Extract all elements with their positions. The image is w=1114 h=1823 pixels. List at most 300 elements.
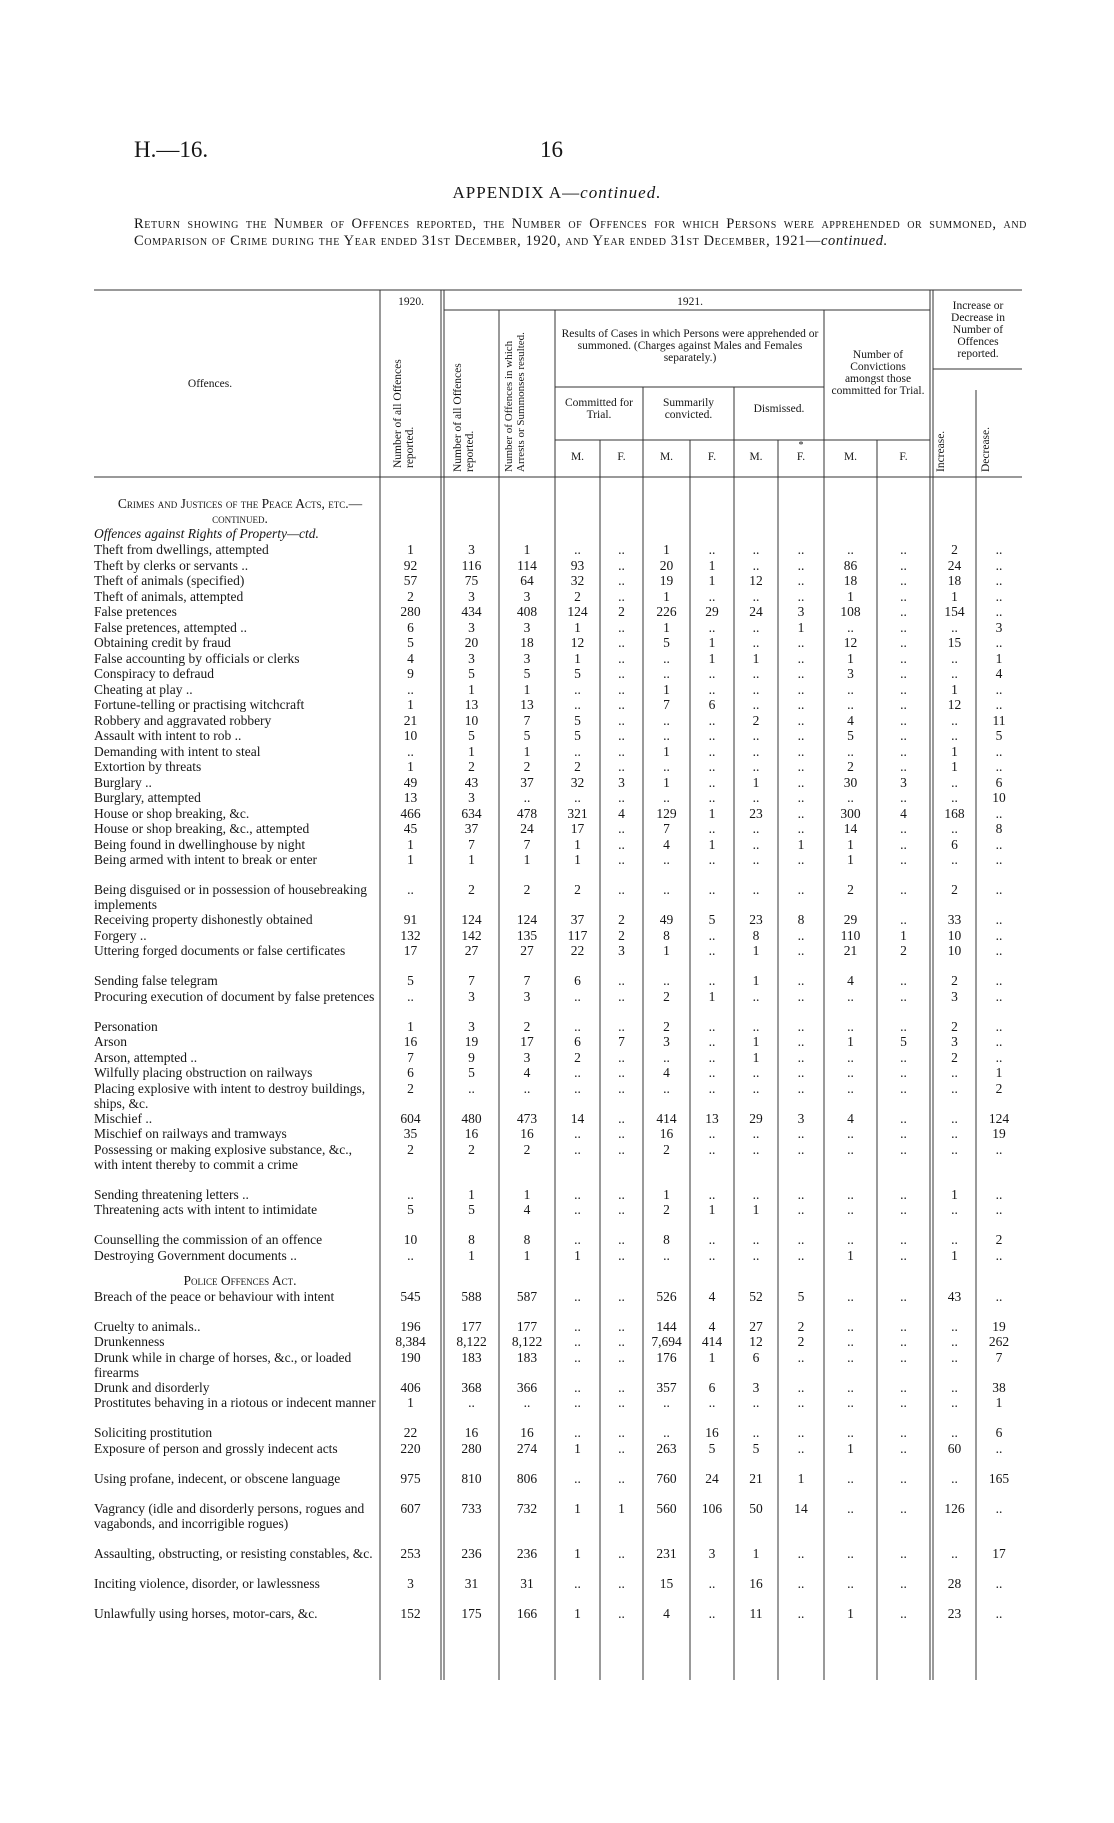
cell-num-1920: 545 <box>400 1288 421 1304</box>
cell-dismissed-f: .. <box>797 1575 805 1591</box>
cell-num-1921: 37 <box>464 821 479 836</box>
cell-summarily-m: 231 <box>656 1545 677 1561</box>
cell-increase: 24 <box>947 557 962 573</box>
cell-arrests: 2 <box>523 882 531 897</box>
cell-dismissed-f: .. <box>797 927 805 943</box>
cell-convictions-m: .. <box>847 743 854 759</box>
cell-dismissed-f: .. <box>797 1232 805 1247</box>
cell-summarily-f: 1 <box>708 805 716 821</box>
cell-convictions-f: .. <box>900 1232 907 1247</box>
cell-arrests: 4 <box>523 1065 531 1080</box>
cell-arrests: 24 <box>520 821 534 836</box>
cell-committed-f: .. <box>618 973 625 988</box>
cell-convictions-f: .. <box>900 1470 907 1486</box>
cell-arrests: 16 <box>520 1126 534 1141</box>
cell-summarily-m: 1 <box>663 542 670 557</box>
offence-label: Being disguised or in possession of housebreaking implements <box>94 882 367 912</box>
cell-increase: 33 <box>947 912 962 927</box>
cell-dismissed-m: 1 <box>752 973 760 988</box>
cell-committed-m: 1 <box>574 650 581 666</box>
cell-convictions-m: 1 <box>847 1440 854 1456</box>
cell-num-1920: 13 <box>403 790 418 805</box>
cell-convictions-m: .. <box>847 1202 854 1217</box>
cell-summarily-f: .. <box>708 774 716 790</box>
cell-summarily-f: 16 <box>705 1425 719 1440</box>
cell-convictions-f: .. <box>900 728 907 743</box>
header-dismissed: Dismissed. <box>753 403 805 415</box>
offence-label: Placing explosive with intent to destroy buildings, ships, &c. <box>94 1080 366 1111</box>
cell-convictions-m: 86 <box>843 557 858 573</box>
cell-convictions-m: .. <box>847 697 854 712</box>
cell-committed-m: 12 <box>570 635 585 650</box>
cell-summarily-m: 7 <box>663 821 670 836</box>
cell-increase: 1 <box>951 759 958 774</box>
cell-summarily-f: .. <box>708 759 716 774</box>
cell-dismissed-f: .. <box>797 1440 805 1456</box>
return-title <box>134 216 1027 250</box>
cell-arrests: 2 <box>523 1018 531 1034</box>
cell-decrease: 124 <box>988 1110 1010 1126</box>
cell-convictions-m: .. <box>847 1018 854 1034</box>
cell-num-1921: 13 <box>464 697 479 712</box>
cell-num-1920: 17 <box>403 943 418 958</box>
cell-num-1920: 1 <box>407 697 414 712</box>
cell-increase: .. <box>951 1395 958 1410</box>
cell-decrease: 11 <box>992 712 1006 728</box>
cell-dismissed-f: .. <box>797 1141 805 1157</box>
cell-summarily-f: 1 <box>708 650 716 666</box>
cell-summarily-m: 4 <box>663 1605 670 1621</box>
cell-dismissed-m: 29 <box>749 1110 763 1126</box>
cell-arrests: 7 <box>523 836 531 852</box>
cell-num-1920: 1 <box>407 542 414 557</box>
cell-summarily-m: 1 <box>663 619 670 635</box>
cell-num-1921: 3 <box>468 542 475 557</box>
cell-convictions-m: 108 <box>840 604 861 619</box>
cell-arrests: 31 <box>520 1575 534 1591</box>
cell-decrease: .. <box>995 635 1003 650</box>
cell-committed-m: 17 <box>570 821 585 836</box>
header-offences: Offences. <box>187 378 233 390</box>
offence-label: Counselling the commission of an offence <box>94 1232 323 1247</box>
cell-summarily-f: 1 <box>708 1202 716 1217</box>
cell-summarily-f: 5 <box>708 1440 716 1456</box>
cell-num-1921: 634 <box>461 805 482 821</box>
offence-label: Extortion by threats <box>94 759 202 774</box>
cell-num-1921: 3 <box>468 1018 475 1034</box>
cell-dismissed-m: 27 <box>749 1318 763 1334</box>
cell-committed-m: .. <box>574 1395 581 1410</box>
cell-num-1921: 480 <box>461 1110 482 1126</box>
cell-dismissed-m: .. <box>752 1186 760 1202</box>
cell-convictions-m: 300 <box>840 805 861 821</box>
cell-summarily-m: .. <box>663 1080 670 1096</box>
cell-summarily-f: .. <box>708 852 716 867</box>
cell-summarily-f: 1 <box>708 557 716 573</box>
cell-num-1921: 434 <box>461 604 482 619</box>
cell-summarily-f: .. <box>708 1018 716 1034</box>
cell-dismissed-m: 1 <box>752 1202 760 1217</box>
cell-committed-m: 6 <box>574 973 581 988</box>
cell-committed-m: 1 <box>574 1500 581 1516</box>
header-summarily: Summarily convicted. <box>662 397 715 421</box>
cell-increase: .. <box>951 619 958 635</box>
cell-committed-f: .. <box>618 988 625 1004</box>
cell-dismissed-m: .. <box>752 1232 760 1247</box>
cell-decrease: 38 <box>992 1379 1006 1395</box>
cell-summarily-f: 13 <box>705 1110 719 1126</box>
cell-convictions-m: 18 <box>843 573 858 588</box>
cell-summarily-m: .. <box>663 790 670 805</box>
cell-decrease: 3 <box>995 619 1003 635</box>
cell-committed-m: .. <box>574 681 581 697</box>
cell-decrease: .. <box>995 988 1003 1004</box>
cell-dismissed-m: .. <box>752 852 760 867</box>
cell-committed-m: .. <box>574 1349 581 1365</box>
cell-arrests: 587 <box>516 1288 538 1304</box>
cell-dismissed-f: .. <box>797 1080 805 1096</box>
cell-convictions-f: .. <box>900 1440 907 1456</box>
cell-decrease: .. <box>995 557 1003 573</box>
cell-dismissed-f: .. <box>797 943 805 958</box>
cell-committed-m: .. <box>574 743 581 759</box>
cell-decrease: .. <box>995 743 1003 759</box>
cell-committed-m: 1 <box>574 1440 581 1456</box>
cell-dismissed-f: .. <box>797 805 805 821</box>
cell-num-1921: 588 <box>461 1288 482 1304</box>
cell-summarily-f: 1 <box>708 573 716 588</box>
cell-summarily-m: 16 <box>659 1126 674 1141</box>
cell-dismissed-f: .. <box>797 1379 805 1395</box>
offence-label: Assault with intent to rob .. <box>94 728 242 743</box>
cell-num-1920: .. <box>407 681 414 697</box>
cell-convictions-m: .. <box>847 988 854 1004</box>
cell-increase: 126 <box>944 1500 965 1516</box>
cell-convictions-m: .. <box>847 681 854 697</box>
cell-committed-m: .. <box>574 1334 581 1349</box>
cell-convictions-m: 21 <box>843 943 858 958</box>
cell-num-1921: 5 <box>468 728 475 743</box>
cell-increase: .. <box>951 712 958 728</box>
cell-convictions-m: 3 <box>847 666 854 681</box>
cell-convictions-m: 2 <box>847 759 854 774</box>
header-convictions: Number of Convictions amongst those committed for Trial. <box>831 349 925 397</box>
cell-decrease: .. <box>995 1288 1003 1304</box>
cell-convictions-f: .. <box>900 882 907 897</box>
cell-increase: .. <box>951 1318 958 1334</box>
cell-committed-f: 2 <box>618 604 625 619</box>
cell-committed-f: .. <box>618 542 625 557</box>
cell-summarily-m: 15 <box>659 1575 674 1591</box>
cell-dismissed-f: .. <box>797 1247 805 1263</box>
cell-convictions-f: .. <box>900 1575 907 1591</box>
cell-increase: 1 <box>951 1186 958 1202</box>
cell-committed-f: .. <box>618 1126 625 1141</box>
cell-committed-m: 2 <box>574 1049 581 1065</box>
cell-summarily-m: .. <box>663 882 670 897</box>
cell-summarily-f: 1 <box>708 988 716 1004</box>
cell-dismissed-m: 16 <box>749 1575 763 1591</box>
offence-label: Wilfully placing obstruction on railways <box>94 1065 313 1080</box>
cell-num-1920: 253 <box>400 1545 421 1561</box>
cell-arrests: 5 <box>523 666 531 681</box>
cell-decrease: 10 <box>992 790 1006 805</box>
cell-dismissed-m: .. <box>752 666 760 681</box>
cell-convictions-f: .. <box>900 1334 907 1349</box>
cell-dismissed-m: .. <box>752 836 760 852</box>
cell-increase: .. <box>951 666 958 681</box>
cell-summarily-f: .. <box>708 1034 716 1049</box>
cell-increase: 28 <box>947 1575 962 1591</box>
offence-label: Procuring execution of document by false pretences <box>94 988 375 1004</box>
cell-committed-f: .. <box>618 1440 625 1456</box>
offence-label: Obtaining credit by fraud <box>94 635 231 650</box>
cell-num-1921: 1 <box>468 681 475 697</box>
cell-summarily-f: 4 <box>708 1288 716 1304</box>
cell-dismissed-m: 21 <box>749 1470 763 1486</box>
cell-convictions-m: .. <box>847 1575 854 1591</box>
cell-convictions-m: 12 <box>843 635 858 650</box>
offence-label: Soliciting prostitution <box>94 1425 213 1440</box>
cell-summarily-f: .. <box>708 1126 716 1141</box>
cell-num-1920: 1 <box>407 836 414 852</box>
cell-arrests: 478 <box>516 805 538 821</box>
cell-summarily-m: .. <box>663 666 670 681</box>
cell-committed-m: 1 <box>574 1605 581 1621</box>
cell-committed-m: .. <box>574 1425 581 1440</box>
cell-committed-m: 93 <box>570 557 585 573</box>
cell-committed-f: .. <box>618 759 625 774</box>
cell-increase: .. <box>951 821 958 836</box>
cell-committed-f: 3 <box>618 774 625 790</box>
header-committed: Committed for Trial. <box>564 397 634 421</box>
cell-committed-m: 321 <box>567 805 588 821</box>
header-convictions-f: F. <box>899 451 908 463</box>
cell-num-1920: 2 <box>407 588 414 604</box>
cell-dismissed-f: .. <box>797 650 805 666</box>
cell-summarily-m: 2 <box>663 1202 670 1217</box>
cell-increase: .. <box>951 1334 958 1349</box>
cell-committed-m: 5 <box>574 728 581 743</box>
offence-label: Burglary, attempted <box>94 790 201 805</box>
cell-num-1921: 116 <box>461 557 482 573</box>
cell-dismissed-m: 12 <box>749 573 763 588</box>
cell-decrease: 1 <box>995 1065 1003 1080</box>
cell-arrests: 3 <box>523 988 531 1004</box>
cell-committed-f: .. <box>618 728 625 743</box>
cell-decrease: .. <box>995 1034 1003 1049</box>
cell-convictions-f: .. <box>900 821 907 836</box>
cell-summarily-m: 2 <box>663 1018 670 1034</box>
cell-arrests: 274 <box>516 1440 538 1456</box>
cell-dismissed-m: 1 <box>752 1034 760 1049</box>
cell-arrests: 5 <box>523 728 531 743</box>
cell-convictions-f: .. <box>900 790 907 805</box>
cell-dismissed-m: .. <box>752 1425 760 1440</box>
cell-dismissed-m: .. <box>752 882 760 897</box>
cell-num-1921: 5 <box>468 1202 475 1217</box>
cell-convictions-m: .. <box>847 1288 854 1304</box>
cell-committed-f: .. <box>618 1065 625 1080</box>
cell-convictions-m: .. <box>847 1186 854 1202</box>
cell-num-1920: 6 <box>407 619 414 635</box>
cell-increase: .. <box>951 1379 958 1395</box>
cell-committed-m: 2 <box>574 588 581 604</box>
cell-committed-f: .. <box>618 1575 625 1591</box>
cell-num-1921: .. <box>468 1395 475 1410</box>
cell-num-1921: 3 <box>468 650 475 666</box>
cell-convictions-f: .. <box>900 1186 907 1202</box>
cell-num-1920: 5 <box>407 973 414 988</box>
cell-num-1920: 406 <box>400 1379 421 1395</box>
cell-convictions-m: .. <box>847 1379 854 1395</box>
cell-committed-f: .. <box>618 573 625 588</box>
cell-convictions-m: .. <box>847 1395 854 1410</box>
cell-committed-m: .. <box>574 1186 581 1202</box>
cell-committed-f: .. <box>618 1545 625 1561</box>
cell-num-1921: 1 <box>468 743 475 759</box>
cell-num-1920: 45 <box>403 821 418 836</box>
cell-num-1920: 10 <box>403 1232 418 1247</box>
cell-committed-m: 117 <box>567 927 588 943</box>
header-dismissed-f: F. <box>796 451 806 463</box>
cell-convictions-m: .. <box>847 1080 854 1096</box>
cell-summarily-m: .. <box>663 728 670 743</box>
cell-arrests: 7 <box>523 973 531 988</box>
cell-num-1921: 19 <box>464 1034 479 1049</box>
cell-summarily-f: 4 <box>708 1318 716 1334</box>
cell-summarily-f: .. <box>708 728 716 743</box>
cell-arrests: .. <box>523 1080 531 1096</box>
cell-decrease: .. <box>995 697 1003 712</box>
cell-num-1921: 3 <box>468 988 475 1004</box>
cell-dismissed-f: .. <box>797 1034 805 1049</box>
cell-arrests: .. <box>523 1395 531 1410</box>
cell-decrease: .. <box>995 805 1003 821</box>
cell-decrease: .. <box>995 1500 1003 1516</box>
cell-dismissed-m: .. <box>752 743 760 759</box>
cell-committed-m: .. <box>574 1232 581 1247</box>
cell-committed-f: .. <box>618 1186 625 1202</box>
cell-committed-f: .. <box>618 588 625 604</box>
offence-label: Theft of animals, attempted <box>94 588 244 604</box>
cell-summarily-f: .. <box>708 542 716 557</box>
cell-dismissed-m: 3 <box>752 1379 760 1395</box>
header-results: Results of Cases in which Persons were apprehended or summoned. (Charges against Males and Females separately.) <box>561 328 819 364</box>
cell-dismissed-m: 1 <box>752 650 760 666</box>
cell-convictions-m: .. <box>847 1470 854 1486</box>
cell-increase: .. <box>951 774 958 790</box>
cell-increase: .. <box>951 1126 958 1141</box>
cell-num-1921: 3 <box>468 619 475 635</box>
cell-num-1920: 16 <box>403 1034 418 1049</box>
cell-num-1920: .. <box>407 1247 414 1263</box>
offence-label: Theft from dwellings, attempted <box>94 542 269 557</box>
cell-num-1921: 31 <box>464 1575 479 1591</box>
cell-num-1921: 2 <box>468 1141 475 1157</box>
cell-dismissed-f: 3 <box>797 604 805 619</box>
cell-decrease: 6 <box>995 774 1003 790</box>
cell-dismissed-m: .. <box>752 1065 760 1080</box>
cell-convictions-m: .. <box>847 1049 854 1065</box>
cell-num-1920: 35 <box>403 1126 418 1141</box>
cell-summarily-f: .. <box>708 943 716 958</box>
cell-convictions-f: .. <box>900 1080 907 1096</box>
cell-arrests: .. <box>523 790 531 805</box>
cell-arrests: 732 <box>516 1500 538 1516</box>
cell-committed-f: 1 <box>618 1500 625 1516</box>
cell-summarily-m: .. <box>663 650 670 666</box>
cell-decrease: .. <box>995 927 1003 943</box>
cell-summarily-m: 8 <box>663 1232 670 1247</box>
cell-arrests: 18 <box>520 635 534 650</box>
cell-summarily-f: .. <box>708 882 716 897</box>
cell-convictions-f: .. <box>900 635 907 650</box>
cell-increase: .. <box>951 1545 958 1561</box>
cell-increase: .. <box>951 1232 958 1247</box>
cell-summarily-f: 1 <box>708 1349 716 1365</box>
cell-committed-m: .. <box>574 790 581 805</box>
cell-convictions-f: .. <box>900 1049 907 1065</box>
cell-arrests: 806 <box>516 1470 538 1486</box>
cell-num-1920: 1 <box>407 1395 414 1410</box>
cell-dismissed-f: .. <box>797 588 805 604</box>
cell-convictions-m: 1 <box>847 588 854 604</box>
cell-convictions-m: 29 <box>843 912 858 927</box>
cell-summarily-f: .. <box>708 821 716 836</box>
cell-committed-m: .. <box>574 1202 581 1217</box>
offence-label: Forgery .. <box>94 927 147 943</box>
cell-summarily-m: .. <box>663 759 670 774</box>
cell-increase: 2 <box>951 973 958 988</box>
cell-committed-m: 32 <box>570 573 585 588</box>
cell-summarily-m: 1 <box>663 743 670 759</box>
cell-dismissed-m: .. <box>752 728 760 743</box>
cell-convictions-m: 1 <box>847 836 854 852</box>
cell-committed-m: .. <box>574 1141 581 1157</box>
cell-committed-m: 1 <box>574 619 581 635</box>
cell-committed-f: .. <box>618 697 625 712</box>
cell-convictions-m: 4 <box>847 1110 854 1126</box>
cell-convictions-f: .. <box>900 1545 907 1561</box>
cell-committed-m: .. <box>574 1318 581 1334</box>
cell-decrease: 19 <box>992 1126 1006 1141</box>
cell-summarily-f: 24 <box>705 1470 719 1486</box>
offence-label: Theft by clerks or servants .. <box>94 557 249 573</box>
cell-summarily-f: .. <box>708 1065 716 1080</box>
cell-arrests: 473 <box>516 1110 538 1126</box>
cell-arrests: 2 <box>523 759 531 774</box>
cell-convictions-f: .. <box>900 743 907 759</box>
cell-increase: .. <box>951 1110 958 1126</box>
cell-num-1921: 7 <box>468 836 475 852</box>
cell-summarily-f: 5 <box>708 912 716 927</box>
offence-label: Inciting violence, disorder, or lawlessness <box>94 1575 320 1591</box>
cell-summarily-f: 6 <box>708 697 716 712</box>
cell-arrests: 114 <box>517 557 537 573</box>
cell-num-1920: 5 <box>407 1202 414 1217</box>
cell-num-1920: 1 <box>407 759 414 774</box>
cell-dismissed-m: 24 <box>749 604 763 619</box>
cell-committed-f: 4 <box>618 805 625 821</box>
cell-decrease: 6 <box>995 1425 1003 1440</box>
cell-dismissed-m: 11 <box>749 1605 763 1621</box>
cell-convictions-m: 1 <box>847 852 854 867</box>
cell-dismissed-f: 5 <box>797 1288 805 1304</box>
cell-decrease: .. <box>995 882 1003 897</box>
offence-label: Robbery and aggravated robbery <box>94 712 272 728</box>
cell-committed-f: .. <box>618 619 625 635</box>
